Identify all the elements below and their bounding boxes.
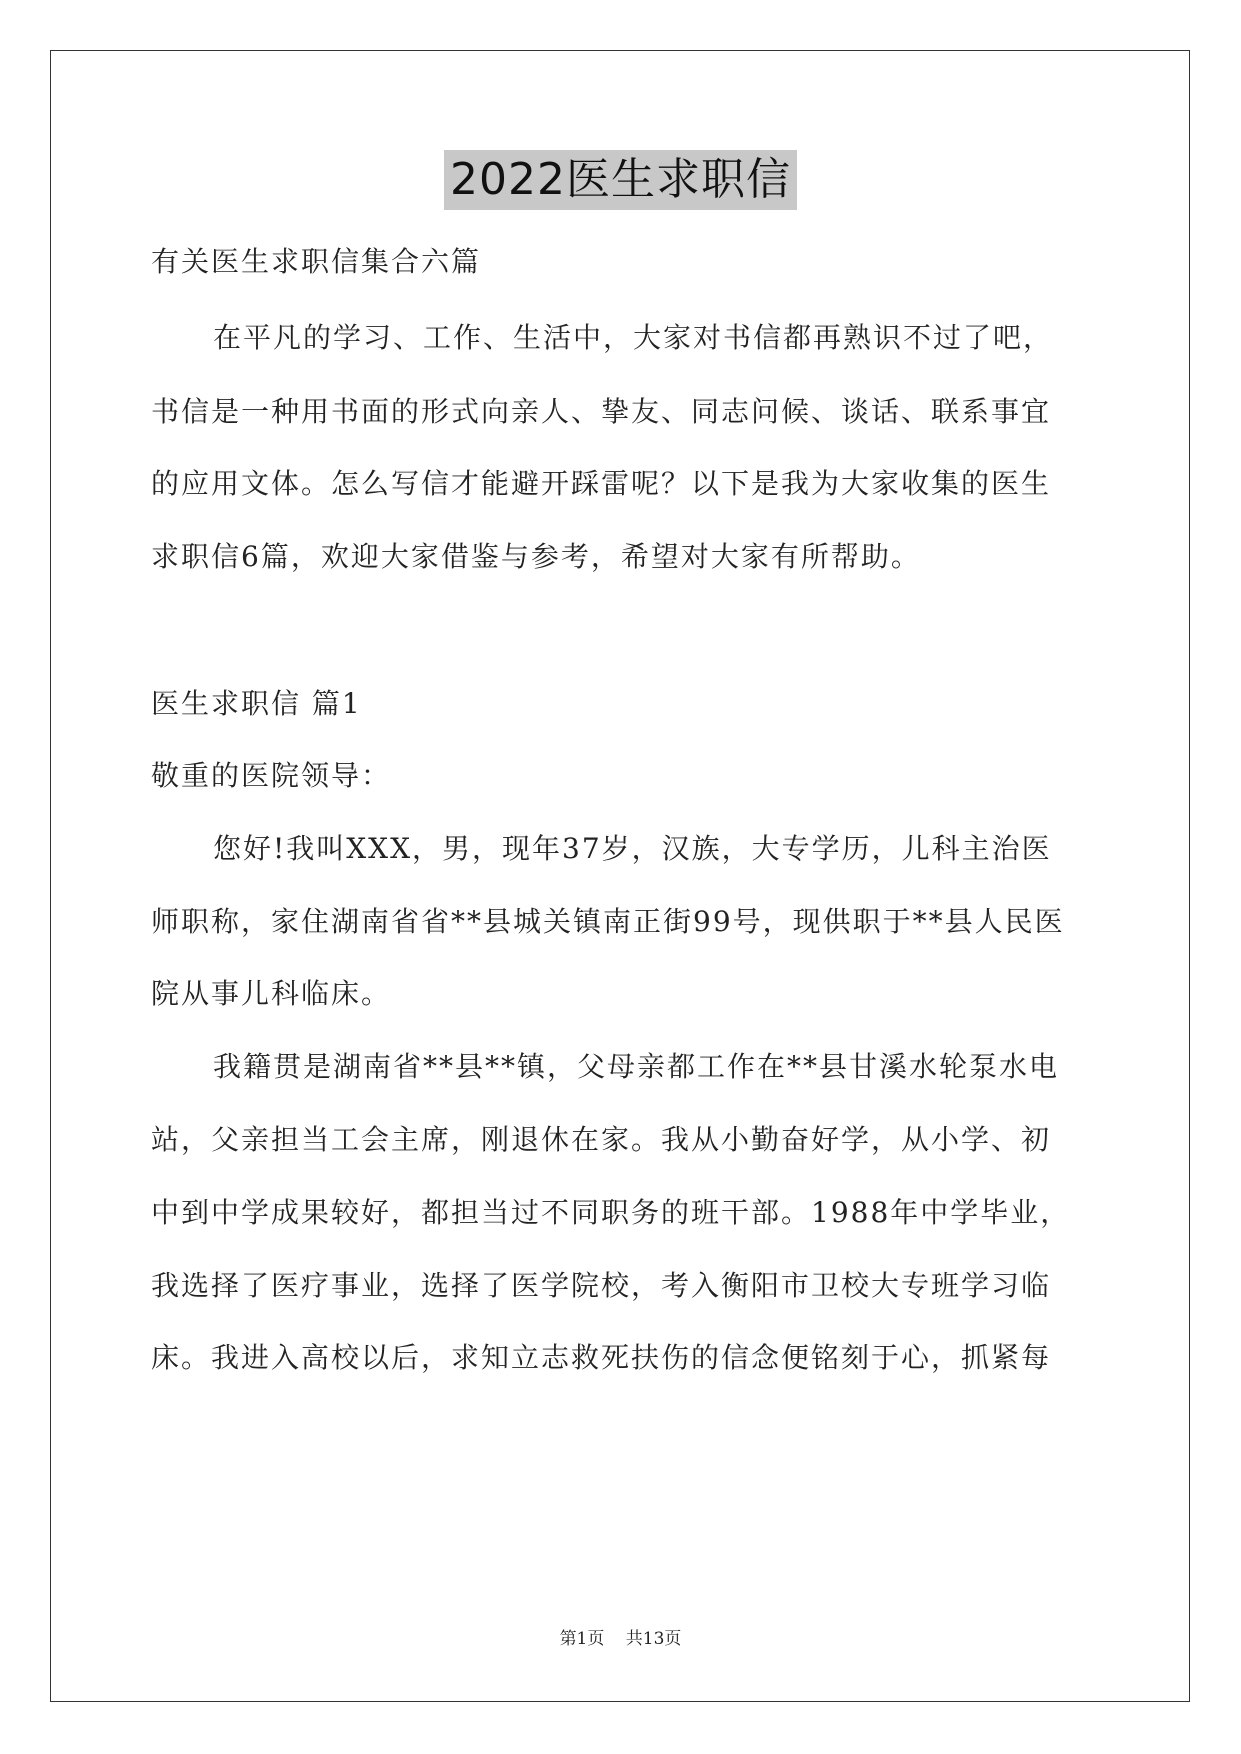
para1-line-2: 师职称，家住湖南省省**县城关镇南正街99号，现供职于**县人民医	[151, 905, 1065, 938]
page-number: 第1页	[559, 1629, 605, 1649]
page-footer	[0, 1624, 1241, 1649]
title-container	[0, 150, 1241, 210]
para1-line-3: 院从事儿科临床。	[151, 977, 392, 1010]
intro-line-3: 的应用文体。怎么写信才能避开踩雷呢？以下是我为大家收集的医生	[151, 467, 1052, 500]
intro-line-4: 求职信6篇，欢迎大家借鉴与参考，希望对大家有所帮助。	[151, 540, 921, 573]
section-heading: 医生求职信 篇1	[151, 687, 362, 720]
page-total: 共13页	[625, 1629, 682, 1649]
intro-line-2: 书信是一种用书面的形式向亲人、挚友、同志问候、谈话、联系事宜	[151, 395, 1052, 428]
document-title: 2022医生求职信	[444, 150, 797, 210]
document-subtitle: 有关医生求职信集合六篇	[151, 245, 482, 278]
page-border	[50, 50, 1190, 1702]
para2-line-2: 站，父亲担当工会主席，刚退休在家。我从小勤奋好学，从小学、初	[151, 1123, 1052, 1156]
para2-line-5: 床。我进入高校以后，求知立志救死扶伤的信念便铭刻于心，抓紧每	[151, 1341, 1052, 1374]
para1-line-1: 您好!我叫XXX，男，现年37岁，汉族，大专学历，儿科主治医	[213, 832, 1052, 865]
salutation: 敬重的医院领导：	[151, 759, 392, 792]
para2-line-1: 我籍贯是湖南省**县**镇，父母亲都工作在**县甘溪水轮泵水电	[213, 1050, 1060, 1083]
para2-line-4: 我选择了医疗事业，选择了医学院校，考入衡阳市卫校大专班学习临	[151, 1269, 1052, 1302]
intro-line-1: 在平凡的学习、工作、生活中，大家对书信都再熟识不过了吧，	[213, 321, 1054, 354]
para2-line-3: 中到中学成果较好，都担当过不同职务的班干部。1988年中学毕业，	[151, 1196, 1071, 1229]
